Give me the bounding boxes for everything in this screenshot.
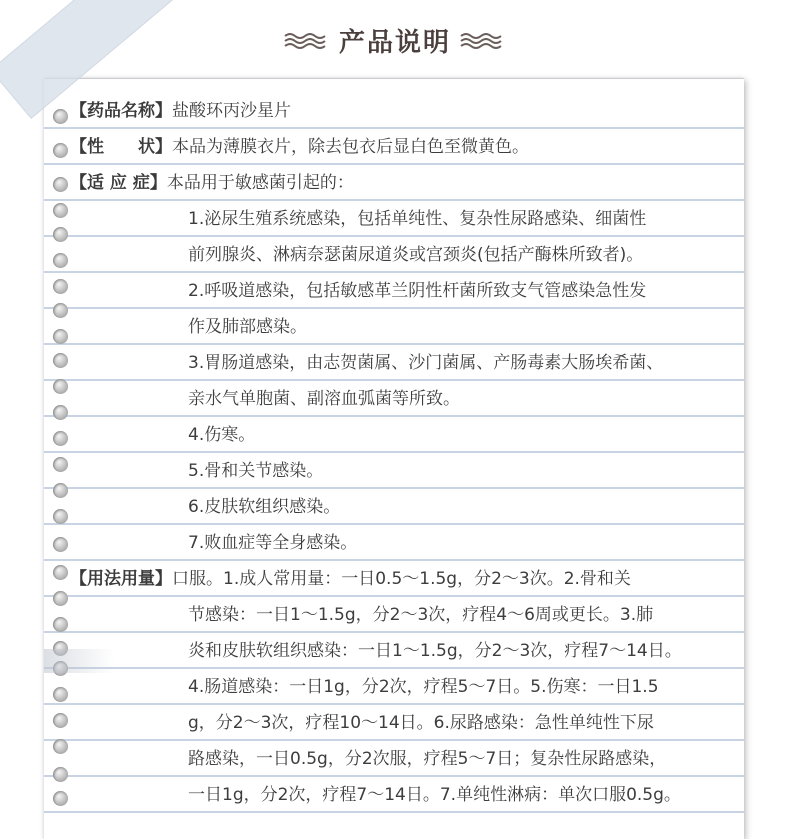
binder-hole [53, 565, 68, 580]
binder-hole [53, 617, 68, 632]
binder-hole [53, 767, 68, 782]
property-label: 【性 状】 [70, 137, 172, 157]
drug-name-value: 盐酸环丙沙星片 [172, 101, 291, 121]
indication-line: 5.骨和关节感染。 [188, 461, 324, 481]
page-title: 产品说明 [338, 27, 451, 58]
rule-line [44, 199, 744, 201]
binder-hole [53, 329, 68, 344]
rule-line [44, 487, 744, 489]
rule-line [44, 451, 744, 453]
binder-hole [53, 405, 68, 420]
indication-line: 亲水气单胞菌、副溶血弧菌等所致。 [188, 389, 460, 409]
rule-line [44, 595, 744, 597]
rule-line [44, 379, 744, 381]
binder-hole [53, 457, 68, 472]
property-row [70, 132, 529, 162]
binder-hole [53, 303, 68, 318]
binder-hole [53, 177, 68, 192]
rule-line [44, 703, 744, 705]
dosage-label: 【用法用量】 [70, 569, 172, 589]
rule-line [44, 271, 744, 273]
binder-hole [53, 379, 68, 394]
binder-hole [53, 227, 68, 242]
notebook-paper [44, 78, 744, 839]
dosage-line: 炎和皮肤软组织感染：一日1～1.5g，分2～3次，疗程7～14日。 [188, 641, 682, 661]
rule-line [44, 235, 744, 237]
rule-line [44, 811, 744, 813]
indication-line: 作及肺部感染。 [188, 317, 307, 337]
rule-line [44, 667, 744, 669]
binder-hole [53, 713, 68, 728]
drug-name-label: 【药品名称】 [70, 101, 172, 121]
wave-left-icon [283, 30, 331, 50]
binder-hole [53, 203, 68, 218]
rule-line [44, 127, 744, 129]
binder-hole [53, 591, 68, 606]
dosage-line: 节感染：一日1～1.5g，分2～3次，疗程4～6周或更长。3.肺 [188, 605, 654, 625]
dosage-line: g，分2～3次，疗程10～14日。6.尿路感染：急性单纯性下尿 [188, 713, 654, 733]
indication-intro: 本品用于敏感菌引起的： [166, 173, 354, 193]
wave-right-icon [459, 30, 507, 50]
rule-line [44, 343, 744, 345]
indication-label: 【适 应 症】 [70, 173, 167, 193]
rule-line [44, 163, 744, 165]
dosage-row [70, 564, 631, 594]
binder-hole [53, 109, 68, 124]
binder-hole [53, 687, 68, 702]
dosage-line: 路感染，一日0.5g，分2次服，疗程5～7日；复杂性尿路感染， [188, 749, 667, 769]
binder-hole [53, 353, 68, 368]
binder-hole [53, 483, 68, 498]
rule-line [44, 523, 744, 525]
rule-line [44, 307, 744, 309]
dosage-line: 一日1g，分2次，疗程7～14日。7.单纯性淋病：单次口服0.5g。 [188, 785, 681, 805]
rule-line [44, 775, 744, 777]
dosage-line: 4.肠道感染：一日1g，分2次，疗程5～7日。5.伤寒：一日1.5 [188, 677, 659, 697]
binder-hole [53, 431, 68, 446]
rule-line [44, 415, 744, 417]
property-value: 本品为薄膜衣片，除去包衣后显白色至微黄色。 [172, 137, 529, 157]
indication-line: 3.胃肠道感染，由志贺菌属、沙门菌属、产肠毒素大肠埃希菌、 [188, 353, 664, 373]
dosage-line: 口服。1.成人常用量：一日0.5～1.5g，分2～3次。2.骨和关 [172, 569, 631, 589]
binder-hole [53, 509, 68, 524]
drug-name-row [70, 96, 291, 126]
paper-tear-shadow [44, 649, 114, 673]
indication-line: 4.伤寒。 [188, 425, 256, 445]
indication-line: 6.皮肤软组织感染。 [188, 497, 341, 517]
rule-line [44, 631, 744, 633]
binder-hole [53, 739, 68, 754]
indication-line: 前列腺炎、淋病奈瑟菌尿道炎或宫颈炎(包括产酶株所致者)。 [188, 245, 644, 265]
rule-line [44, 739, 744, 741]
binder-hole [53, 791, 68, 806]
indication-row [70, 168, 354, 198]
binder-hole [53, 253, 68, 268]
binder-hole [53, 537, 68, 552]
rule-line [44, 559, 744, 561]
indication-line: 2.呼吸道感染，包括敏感革兰阴性杆菌所致支气管感染急性发 [188, 281, 647, 301]
indication-line: 1.泌尿生殖系统感染，包括单纯性、复杂性尿路感染、细菌性 [188, 209, 647, 229]
binder-hole [53, 143, 68, 158]
indication-line: 7.败血症等全身感染。 [188, 533, 358, 553]
binder-hole [53, 279, 68, 294]
